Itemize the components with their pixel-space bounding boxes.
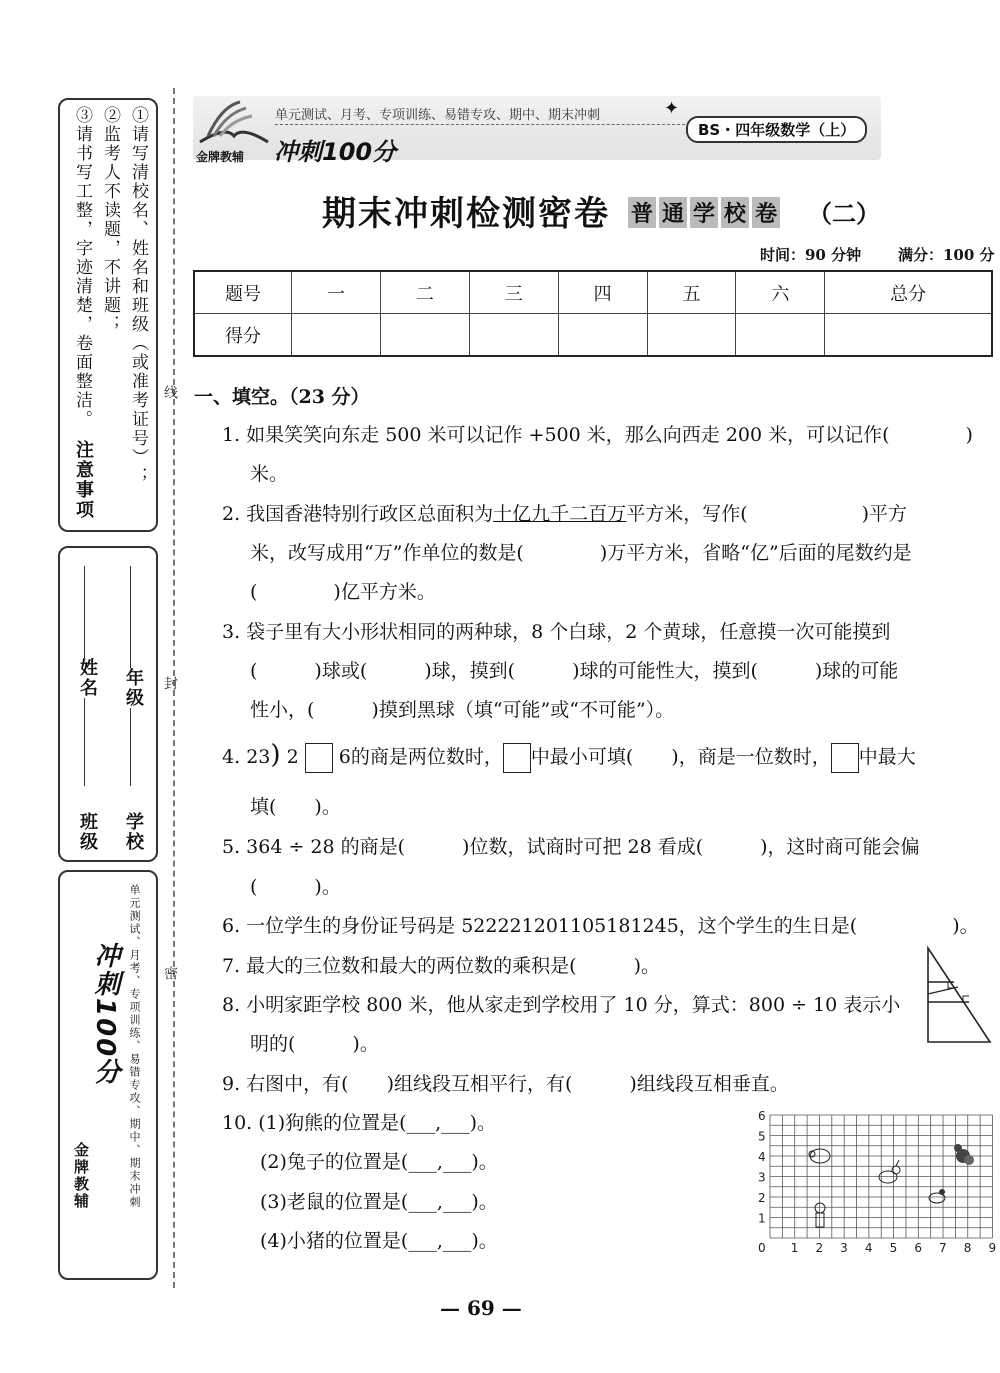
full-score: 满分：100 分 [898, 246, 995, 264]
section-heading: 一、填空。（23 分） [194, 386, 370, 408]
question-4-cont: 填( )。 [250, 796, 341, 818]
table-cell: 一 [292, 271, 381, 314]
question-10-3: (3)老鼠的位置是(___,___)。 [260, 1191, 498, 1213]
x-tick-label: 6 [914, 1241, 922, 1255]
question-10-2: (2)兔子的位置是(___,___)。 [260, 1151, 498, 1173]
question-8-cont: 明的( )。 [250, 1033, 379, 1055]
promo-box [58, 870, 158, 1280]
question-5-cont: ( )。 [250, 876, 341, 898]
field-name: 姓名 [72, 658, 102, 698]
book-logo-icon [196, 96, 272, 148]
question-4 [222, 740, 916, 773]
promo-logo: 金牌教辅 [72, 1142, 90, 1210]
tag-char: 学 [690, 197, 718, 228]
question-2 [222, 499, 907, 526]
question-8: 8. 小明家距学校 800 米，他从家走到学校用了 10 分，算式：800 ÷ 10 表示小 [222, 994, 901, 1016]
y-tick-label: 4 [758, 1150, 766, 1164]
box-symbol [831, 743, 859, 773]
y-tick-label: 5 [758, 1129, 766, 1144]
question-3: 3. 袋子里有大小形状相同的两种球，8 个白球，2 个黄球，任意摸一次可能摸到 [222, 621, 891, 643]
score-table [193, 270, 993, 357]
notes-line: ③请书写工整，字迹清楚，卷面整洁。 [72, 106, 92, 429]
score-input-cell[interactable] [380, 314, 469, 357]
question-6: 6. 一位学生的身份证号码是 522221201105181245，这个学生的生日是( )。 [222, 915, 979, 937]
score-input-cell[interactable] [292, 314, 381, 357]
notes-line: ①请写清校名、姓名和班级（或准考证号）； [128, 106, 148, 486]
q4-text: 的商是两位数时， [350, 746, 503, 768]
tag-char: 卷 [752, 197, 780, 228]
question-3-cont: ( )球或( )球，摸到( )球的可能性大，摸到( )球的可能 [250, 660, 899, 682]
notes-text [68, 106, 152, 486]
x-tick-label: 2 [815, 1241, 824, 1255]
grade-badge: BS・四年级数学（上） [686, 116, 867, 143]
q4-divisor: 23 [246, 746, 271, 768]
q4-text: 中最大 [858, 746, 916, 768]
score-input-cell[interactable] [647, 314, 736, 357]
table-row [194, 271, 992, 314]
notes-line: ②监考人不读题，不讲题； [100, 106, 120, 334]
page-number: — 69 — [440, 1296, 522, 1320]
table-cell: 总分 [825, 271, 992, 314]
q2-underlined: 十亿九千二百万 [493, 503, 627, 525]
table-row [194, 314, 992, 357]
q4-text: 中最小可填( )，商是一位数时， [530, 746, 831, 768]
score-input-cell[interactable] [469, 314, 558, 357]
exam-time: 时间：90 分钟 [760, 246, 862, 264]
x-tick-label: 9 [988, 1241, 997, 1255]
division-bracket-icon: ) [270, 740, 281, 770]
score-input-cell[interactable] [825, 314, 992, 357]
table-cell: 题号 [194, 271, 292, 314]
cut-mark-secret: 密 [162, 966, 178, 980]
paper-number: （二） [808, 199, 880, 228]
q4-digit: 6 [338, 746, 351, 768]
table-cell: 二 [380, 271, 469, 314]
page-title: 期末冲刺检测密卷 [322, 194, 610, 234]
x-tick-label: 4 [864, 1241, 873, 1255]
coordinate-grid [756, 1104, 997, 1260]
bear-icon [954, 1144, 974, 1165]
dog-icon [815, 1203, 825, 1227]
y-tick-label: 6 [758, 1109, 766, 1123]
question-5: 5. 364 ÷ 28 的商是( )位数，试商时可把 28 看成( )，这时商可能会偏 [222, 836, 920, 858]
question-1: 1. 如果笑笑向东走 500 米可以记作 +500 米，那么向西走 200 米，可以记作( ) [222, 424, 973, 446]
table-cell: 得分 [194, 314, 292, 357]
mouse-icon [929, 1189, 945, 1203]
score-input-cell[interactable] [736, 314, 825, 357]
rabbit-icon [879, 1160, 900, 1183]
triangle-figure [924, 946, 994, 1046]
table-cell: 三 [469, 271, 558, 314]
x-tick-label: 8 [963, 1241, 972, 1255]
question-1-cont: 米。 [250, 463, 289, 485]
sparkle-icon: ✦ [664, 98, 680, 119]
tag-char: 普 [628, 197, 656, 228]
x-tick-label: 5 [889, 1241, 898, 1255]
question-2-cont: ( )亿平方米。 [250, 581, 436, 603]
cut-mark-seal: 封 [162, 676, 178, 690]
score-input-cell[interactable] [558, 314, 647, 357]
y-tick-label: 3 [758, 1170, 766, 1185]
table-cell: 四 [558, 271, 647, 314]
question-3-cont: 性小，( )摸到黑球（填“可能”或“不可能”）。 [250, 699, 675, 721]
x-tick-label: 0 [758, 1241, 766, 1255]
logo-text: 金牌教辅 [196, 150, 245, 164]
q4-digit: 2 [286, 746, 299, 768]
x-tick-label: 3 [840, 1241, 848, 1255]
student-info-box [58, 546, 158, 862]
notes-label: 注意事项 [73, 440, 94, 520]
x-tick-label: 7 [939, 1241, 947, 1255]
promo-categories: 单元测试、月考、专项训练、易错专攻、期中、期末冲刺 [128, 884, 141, 1209]
answer-box[interactable] [305, 743, 333, 773]
x-tick-label: 1 [790, 1241, 799, 1255]
field-grade: 年级 [118, 668, 148, 708]
question-2-cont: 米，改写成用“万”作单位的数是( )万平方米，省略“亿”后面的尾数约是 [250, 542, 912, 564]
question-9: 9. 右图中，有( )组线段互相平行，有( )组线段互相垂直。 [222, 1073, 789, 1095]
notes-box [58, 98, 158, 532]
table-cell: 五 [647, 271, 736, 314]
header-dash-line [275, 124, 685, 125]
school-tag [628, 197, 783, 228]
q4-number: 4. [222, 746, 241, 768]
y-tick-label: 1 [758, 1211, 766, 1226]
cut-mark-line: 线 [162, 385, 178, 399]
tag-char: 通 [659, 197, 687, 228]
table-cell: 六 [736, 271, 825, 314]
q2-post: 平方米，写作( )平方 [626, 503, 908, 525]
tag-char: 校 [721, 197, 749, 228]
box-symbol [503, 743, 531, 773]
question-7: 7. 最大的三位数和最大的两位数的乘积是( )。 [222, 955, 660, 977]
field-class: 班级 [77, 812, 98, 852]
promo-brand: 冲刺100分 [90, 942, 120, 1087]
y-tick-label: 2 [758, 1191, 766, 1205]
header-categories: 单元测试、月考、专项训练、易错专攻、期中、期末冲刺 [275, 108, 601, 123]
question-10: 10. (1)狗熊的位置是(___,___)。 [222, 1112, 497, 1134]
header-brand: 冲刺100分 [274, 138, 397, 166]
field-school: 学校 [123, 812, 144, 852]
question-10-4: (4)小猪的位置是(___,___)。 [260, 1230, 498, 1252]
q2-pre: 2. 我国香港特别行政区总面积为 [222, 503, 494, 525]
